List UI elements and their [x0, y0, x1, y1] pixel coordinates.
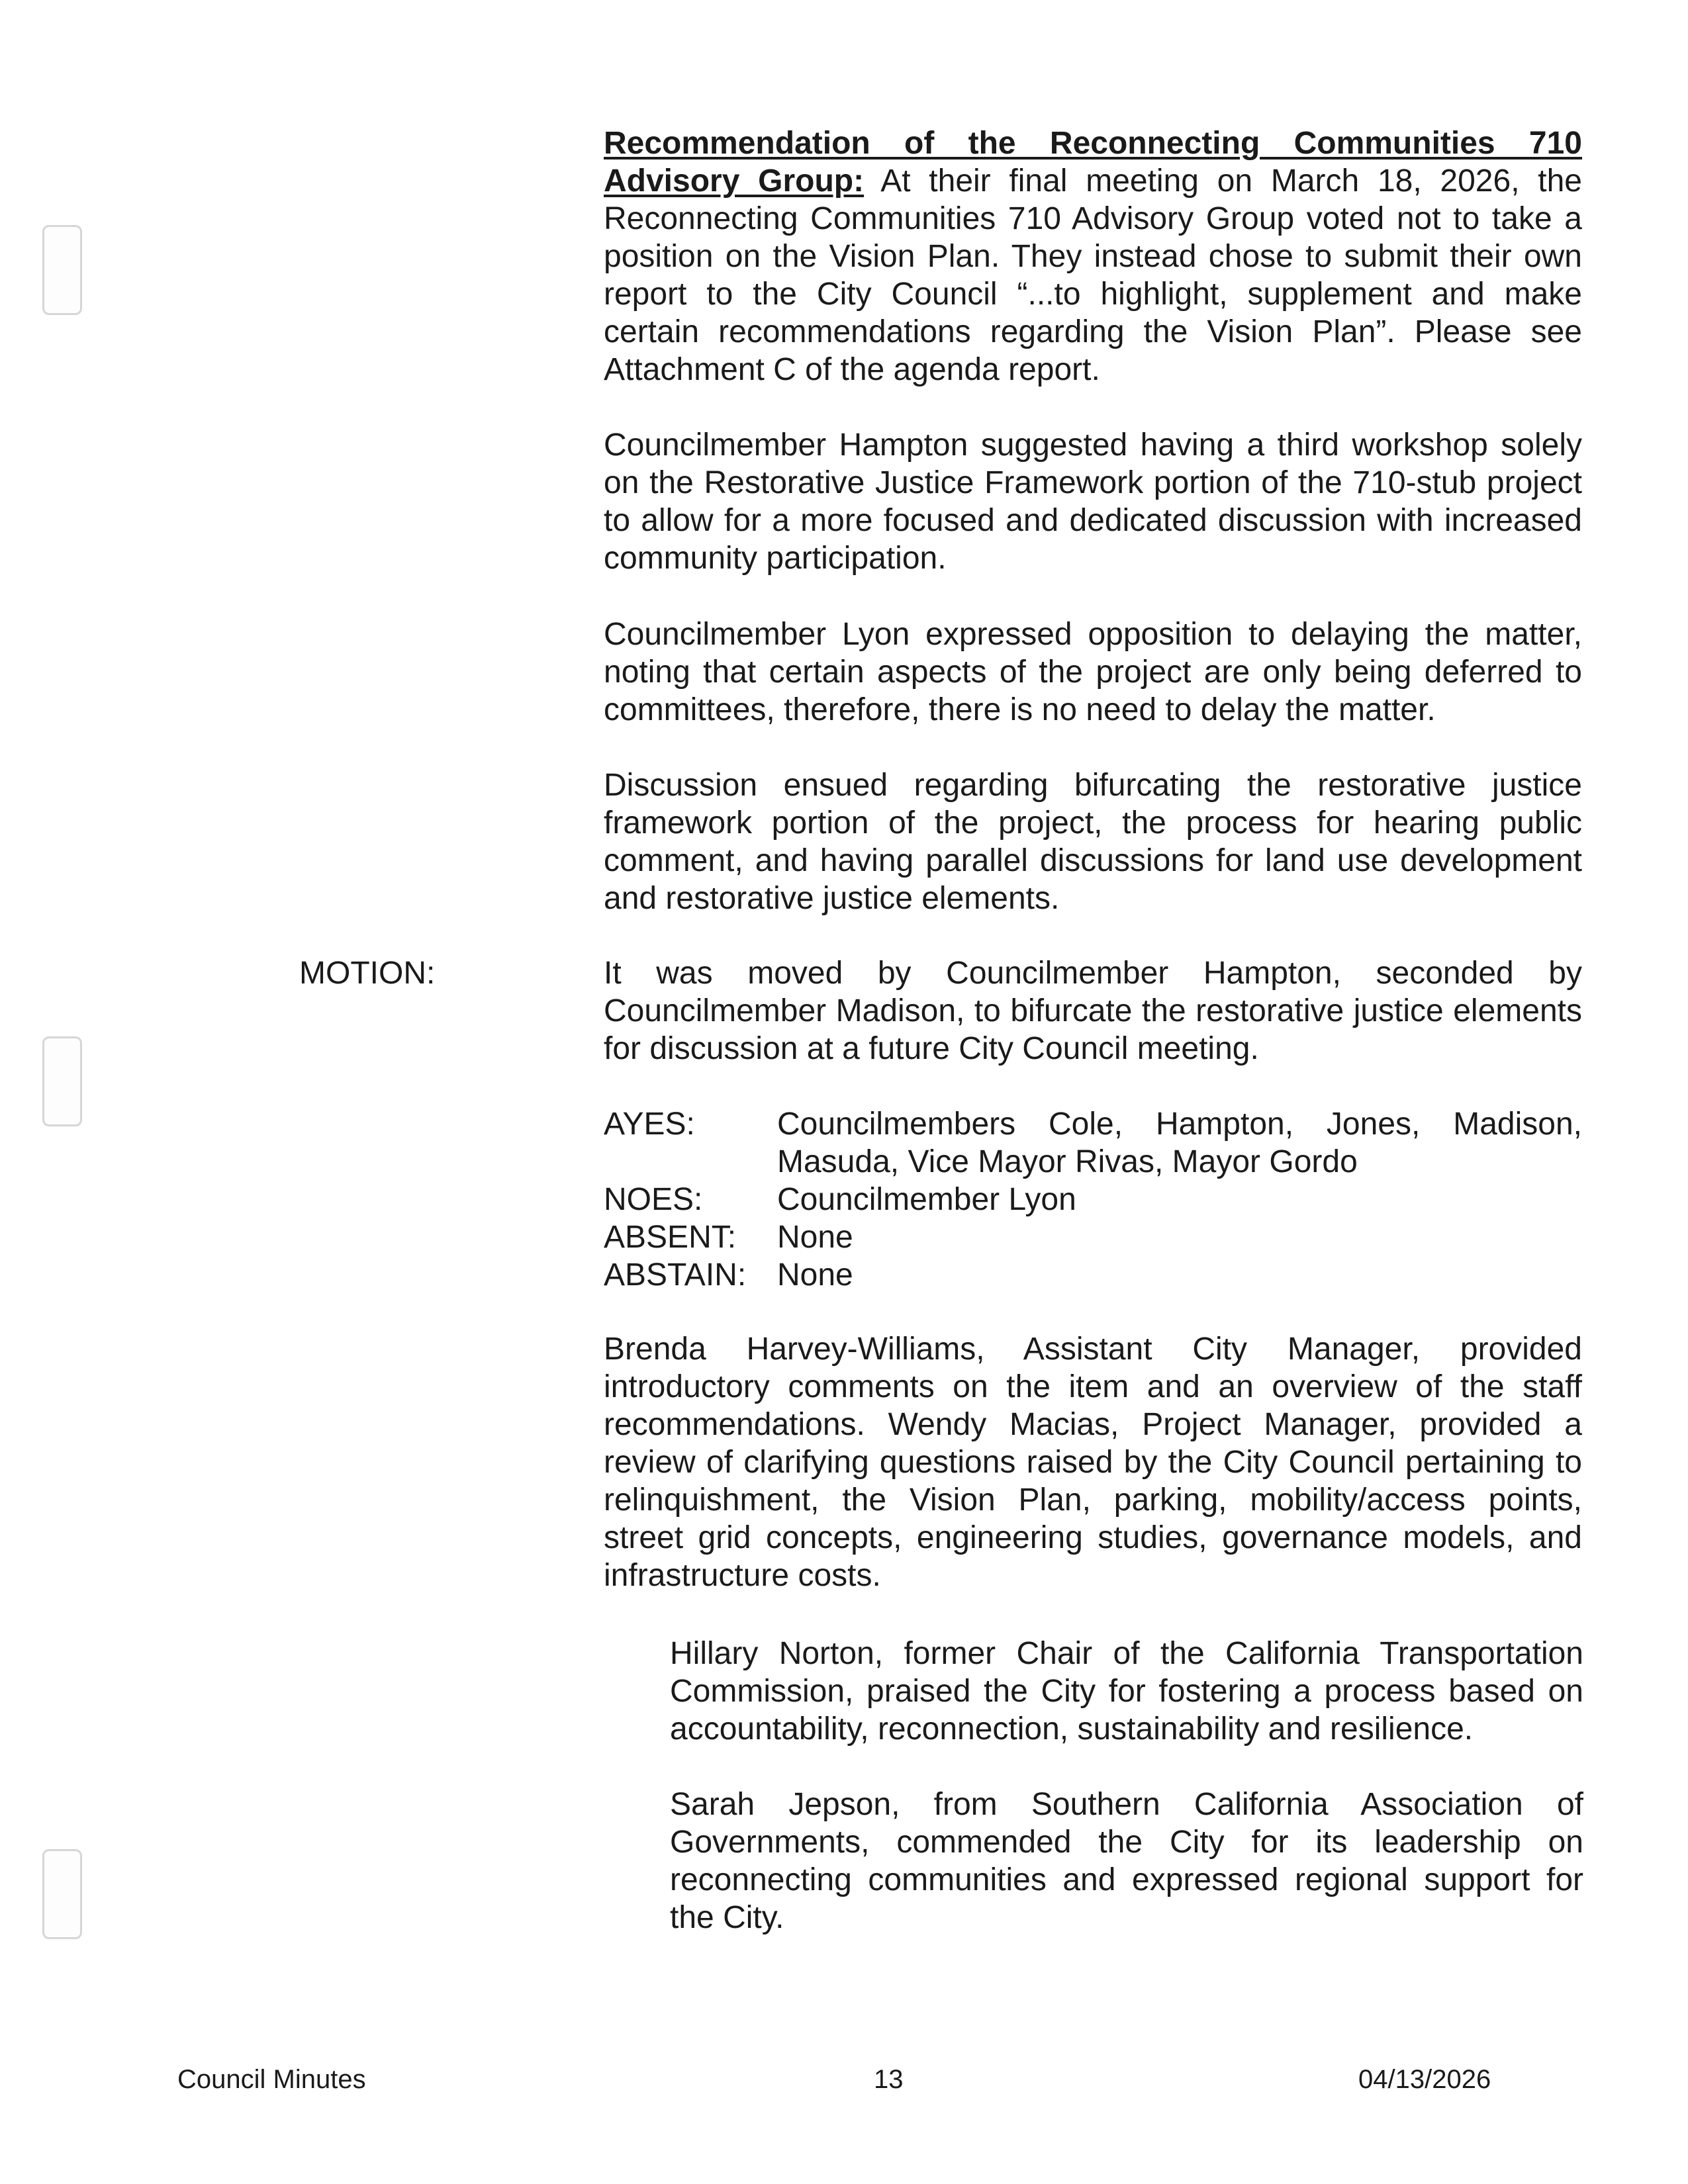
vote-row-abstain	[604, 1256, 1582, 1294]
vote-row-noes	[604, 1181, 1582, 1218]
footer-document-title: Council Minutes	[177, 2065, 366, 2094]
footer-date: 04/13/2026	[1358, 2065, 1491, 2094]
discussion-paragraph: Discussion ensued regarding bifurcating the restorative justice framework portion of the project, the process for hearing public comment, and having parallel discussions for land use development and restorative justice elements.	[604, 768, 1582, 916]
binder-hole-top	[42, 225, 82, 315]
vote-label: NOES:	[604, 1182, 703, 1217]
staff-presentation-paragraph: Brenda Harvey-Williams, Assistant City Manager, provided introductory comments on the item and an overview of the staff recommendations. Wendy Macias, Project Manager, provided a review of clarifying questions raised by the City Council pertaining to relinquishment, the Vision Plan, parking, mobility/access points, street grid concepts, engineering studies, governance models, and infrastructure costs.	[604, 1332, 1582, 1593]
vote-value: None	[777, 1257, 853, 1293]
section-heading: Recommendation of the Reconnecting Communities 710 Advisory Group:	[604, 126, 1582, 199]
vote-table	[604, 1105, 1582, 1294]
vote-label: ABSTAIN:	[604, 1257, 747, 1293]
motion-text: It was moved by Councilmember Hampton, seconded by Councilmember Madison, to bifurcate the restorative justice elements for discussion at a future City Council meeting.	[604, 956, 1582, 1066]
vote-row-ayes	[604, 1105, 1582, 1181]
footer-page-number: 13	[874, 2065, 904, 2094]
advisory-group-text: At their final meeting on March 18, 2026, the Reconnecting Communities 710 Advisory Group voted not to take a position on the Vision Plan. They instead chose to submit their own report to the City Council “...to highlight, supplement and make certain recommendations regarding the Vision Plan”. Please see Attachment C of the agenda report.	[604, 163, 1582, 387]
binder-hole-bottom	[42, 1849, 82, 1939]
lyon-paragraph: Councilmember Lyon expressed opposition to delaying the matter, noting that certain aspects of the project are only being deferred to committees, therefore, there is no need to delay the matter.	[604, 617, 1582, 727]
speaker-comment: Sarah Jepson, from Southern California Association of Governments, commended the City for its leadership on reconnecting communities and expressed regional support for the City.	[670, 1787, 1583, 1935]
vote-value: None	[777, 1220, 853, 1255]
vote-row-absent	[604, 1218, 1582, 1256]
vote-label: AYES:	[604, 1107, 695, 1142]
advisory-group-paragraph	[604, 124, 1582, 388]
speaker-comment: Hillary Norton, former Chair of the California Transportation Commission, praised the City for fostering a process based on accountability, reconnection, sustainability and resilience.	[670, 1636, 1583, 1747]
vote-value: Councilmember Lyon	[777, 1182, 1076, 1217]
motion-label: MOTION:	[299, 956, 436, 991]
vote-label: ABSENT:	[604, 1220, 737, 1255]
binder-hole-middle	[42, 1036, 82, 1126]
hampton-paragraph: Councilmember Hampton suggested having a third workshop solely on the Restorative Justice Framework portion of the 710-stub project to allow for a more focused and dedicated discussion with increased community participation.	[604, 428, 1582, 576]
vote-value: Councilmembers Cole, Hampton, Jones, Madison, Masuda, Vice Mayor Rivas, Mayor Gordo	[777, 1107, 1582, 1179]
